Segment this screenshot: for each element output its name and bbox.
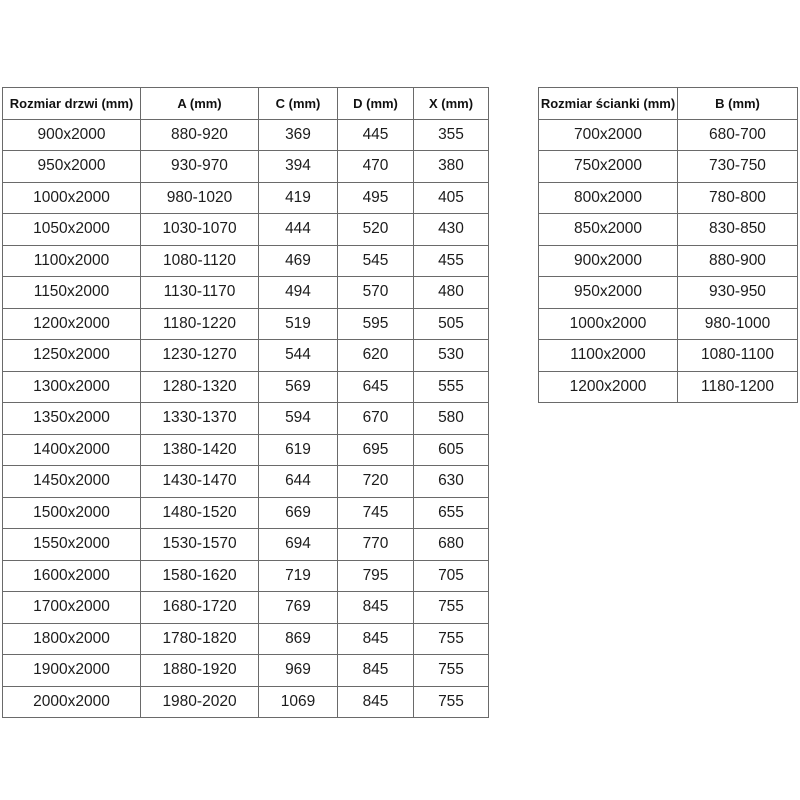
table-row [3, 560, 489, 592]
table-cell: 930-970 [141, 151, 259, 183]
table-cell: 880-900 [678, 245, 798, 277]
table-cell: 520 [338, 214, 414, 246]
table-cell: 419 [259, 182, 338, 214]
table-cell: 900x2000 [539, 245, 678, 277]
table-cell: 394 [259, 151, 338, 183]
table-cell: 519 [259, 308, 338, 340]
table-cell: 669 [259, 497, 338, 529]
table-cell: 1480-1520 [141, 497, 259, 529]
table-row [3, 371, 489, 403]
table-cell: 845 [338, 623, 414, 655]
table-cell: 950x2000 [539, 277, 678, 309]
table-row [3, 151, 489, 183]
table-cell: 1330-1370 [141, 403, 259, 435]
table-cell: 930-950 [678, 277, 798, 309]
table-row [3, 308, 489, 340]
table-cell: 1080-1120 [141, 245, 259, 277]
table-row [539, 340, 798, 372]
table-cell: 1900x2000 [3, 655, 141, 687]
table-cell: 594 [259, 403, 338, 435]
column-header: X (mm) [414, 88, 489, 120]
table-cell: 1100x2000 [539, 340, 678, 372]
table-cell: 644 [259, 466, 338, 498]
table-cell: 1500x2000 [3, 497, 141, 529]
column-header: Rozmiar ścianki (mm) [539, 88, 678, 120]
table-cell: 845 [338, 592, 414, 624]
table-cell: 700x2000 [539, 119, 678, 151]
table-cell: 694 [259, 529, 338, 561]
table-cell: 1150x2000 [3, 277, 141, 309]
table-cell: 830-850 [678, 214, 798, 246]
table-cell: 1980-2020 [141, 686, 259, 718]
table-cell: 505 [414, 308, 489, 340]
table-cell: 444 [259, 214, 338, 246]
table-cell: 900x2000 [3, 119, 141, 151]
table-cell: 1130-1170 [141, 277, 259, 309]
table-cell: 1180-1220 [141, 308, 259, 340]
table-cell: 619 [259, 434, 338, 466]
table-cell: 595 [338, 308, 414, 340]
table-cell: 705 [414, 560, 489, 592]
table-cell: 470 [338, 151, 414, 183]
table-cell: 719 [259, 560, 338, 592]
table-row [3, 592, 489, 624]
table-row [539, 308, 798, 340]
table-cell: 369 [259, 119, 338, 151]
table-cell: 545 [338, 245, 414, 277]
table-cell: 544 [259, 340, 338, 372]
table-cell: 480 [414, 277, 489, 309]
table-cell: 1430-1470 [141, 466, 259, 498]
table-cell: 530 [414, 340, 489, 372]
table-cell: 880-920 [141, 119, 259, 151]
table-cell: 1680-1720 [141, 592, 259, 624]
table-cell: 755 [414, 592, 489, 624]
table-cell: 1250x2000 [3, 340, 141, 372]
table-cell: 455 [414, 245, 489, 277]
table-row [3, 686, 489, 718]
table-cell: 1230-1270 [141, 340, 259, 372]
table-row [539, 182, 798, 214]
table-row [3, 182, 489, 214]
table-row [3, 655, 489, 687]
wall-table-body [539, 119, 798, 403]
table-cell: 800x2000 [539, 182, 678, 214]
table-row [3, 466, 489, 498]
table-cell: 770 [338, 529, 414, 561]
table-cell: 780-800 [678, 182, 798, 214]
table-cell: 469 [259, 245, 338, 277]
table-row [539, 277, 798, 309]
table-cell: 1530-1570 [141, 529, 259, 561]
table-row [3, 277, 489, 309]
table-cell: 380 [414, 151, 489, 183]
table-cell: 950x2000 [3, 151, 141, 183]
table-cell: 1880-1920 [141, 655, 259, 687]
table-cell: 2000x2000 [3, 686, 141, 718]
table-row [3, 497, 489, 529]
column-header: Rozmiar drzwi (mm) [3, 88, 141, 120]
table-cell: 1380-1420 [141, 434, 259, 466]
table-cell: 1800x2000 [3, 623, 141, 655]
table-cell: 1030-1070 [141, 214, 259, 246]
table-cell: 755 [414, 623, 489, 655]
table-cell: 1069 [259, 686, 338, 718]
table-cell: 1700x2000 [3, 592, 141, 624]
table-row [539, 245, 798, 277]
table-row [539, 214, 798, 246]
table-cell: 1100x2000 [3, 245, 141, 277]
table-cell: 845 [338, 686, 414, 718]
table-cell: 495 [338, 182, 414, 214]
table-cell: 1200x2000 [539, 371, 678, 403]
table-row [3, 434, 489, 466]
table-cell: 670 [338, 403, 414, 435]
table-cell: 605 [414, 434, 489, 466]
table-cell: 1000x2000 [539, 308, 678, 340]
table-row [3, 214, 489, 246]
table-cell: 1200x2000 [3, 308, 141, 340]
table-row [539, 151, 798, 183]
table-cell: 1000x2000 [3, 182, 141, 214]
table-row [3, 403, 489, 435]
table-cell: 1180-1200 [678, 371, 798, 403]
table-cell: 1350x2000 [3, 403, 141, 435]
table-cell: 1580-1620 [141, 560, 259, 592]
column-header: B (mm) [678, 88, 798, 120]
table-cell: 620 [338, 340, 414, 372]
table-cell: 750x2000 [539, 151, 678, 183]
table-cell: 570 [338, 277, 414, 309]
table-cell: 980-1000 [678, 308, 798, 340]
table-cell: 655 [414, 497, 489, 529]
table-cell: 494 [259, 277, 338, 309]
table-cell: 580 [414, 403, 489, 435]
table-cell: 430 [414, 214, 489, 246]
table-row [539, 119, 798, 151]
wall-panel-size-table [538, 87, 798, 403]
table-cell: 355 [414, 119, 489, 151]
table-cell: 850x2000 [539, 214, 678, 246]
table-cell: 1080-1100 [678, 340, 798, 372]
column-header: C (mm) [259, 88, 338, 120]
table-cell: 645 [338, 371, 414, 403]
table-cell: 980-1020 [141, 182, 259, 214]
table-row [3, 119, 489, 151]
table-cell: 795 [338, 560, 414, 592]
table-cell: 1400x2000 [3, 434, 141, 466]
table-cell: 569 [259, 371, 338, 403]
table-cell: 695 [338, 434, 414, 466]
table-cell: 1450x2000 [3, 466, 141, 498]
table-row [3, 529, 489, 561]
table-row [3, 623, 489, 655]
table-cell: 755 [414, 686, 489, 718]
table-cell: 969 [259, 655, 338, 687]
table-row [3, 245, 489, 277]
table-cell: 769 [259, 592, 338, 624]
table-row [539, 371, 798, 403]
table-cell: 1550x2000 [3, 529, 141, 561]
table-cell: 445 [338, 119, 414, 151]
table-cell: 1300x2000 [3, 371, 141, 403]
column-header: D (mm) [338, 88, 414, 120]
table-cell: 730-750 [678, 151, 798, 183]
table-cell: 630 [414, 466, 489, 498]
door-size-table [2, 87, 489, 718]
table-cell: 869 [259, 623, 338, 655]
table-cell: 745 [338, 497, 414, 529]
table-cell: 1280-1320 [141, 371, 259, 403]
wall-table-header-row [539, 88, 798, 120]
door-table-body [3, 119, 489, 718]
table-cell: 405 [414, 182, 489, 214]
door-table-header-row [3, 88, 489, 120]
table-cell: 1600x2000 [3, 560, 141, 592]
table-cell: 1780-1820 [141, 623, 259, 655]
table-cell: 555 [414, 371, 489, 403]
table-cell: 680 [414, 529, 489, 561]
column-header: A (mm) [141, 88, 259, 120]
table-cell: 755 [414, 655, 489, 687]
table-row [3, 340, 489, 372]
table-cell: 680-700 [678, 119, 798, 151]
table-cell: 845 [338, 655, 414, 687]
table-cell: 1050x2000 [3, 214, 141, 246]
table-cell: 720 [338, 466, 414, 498]
